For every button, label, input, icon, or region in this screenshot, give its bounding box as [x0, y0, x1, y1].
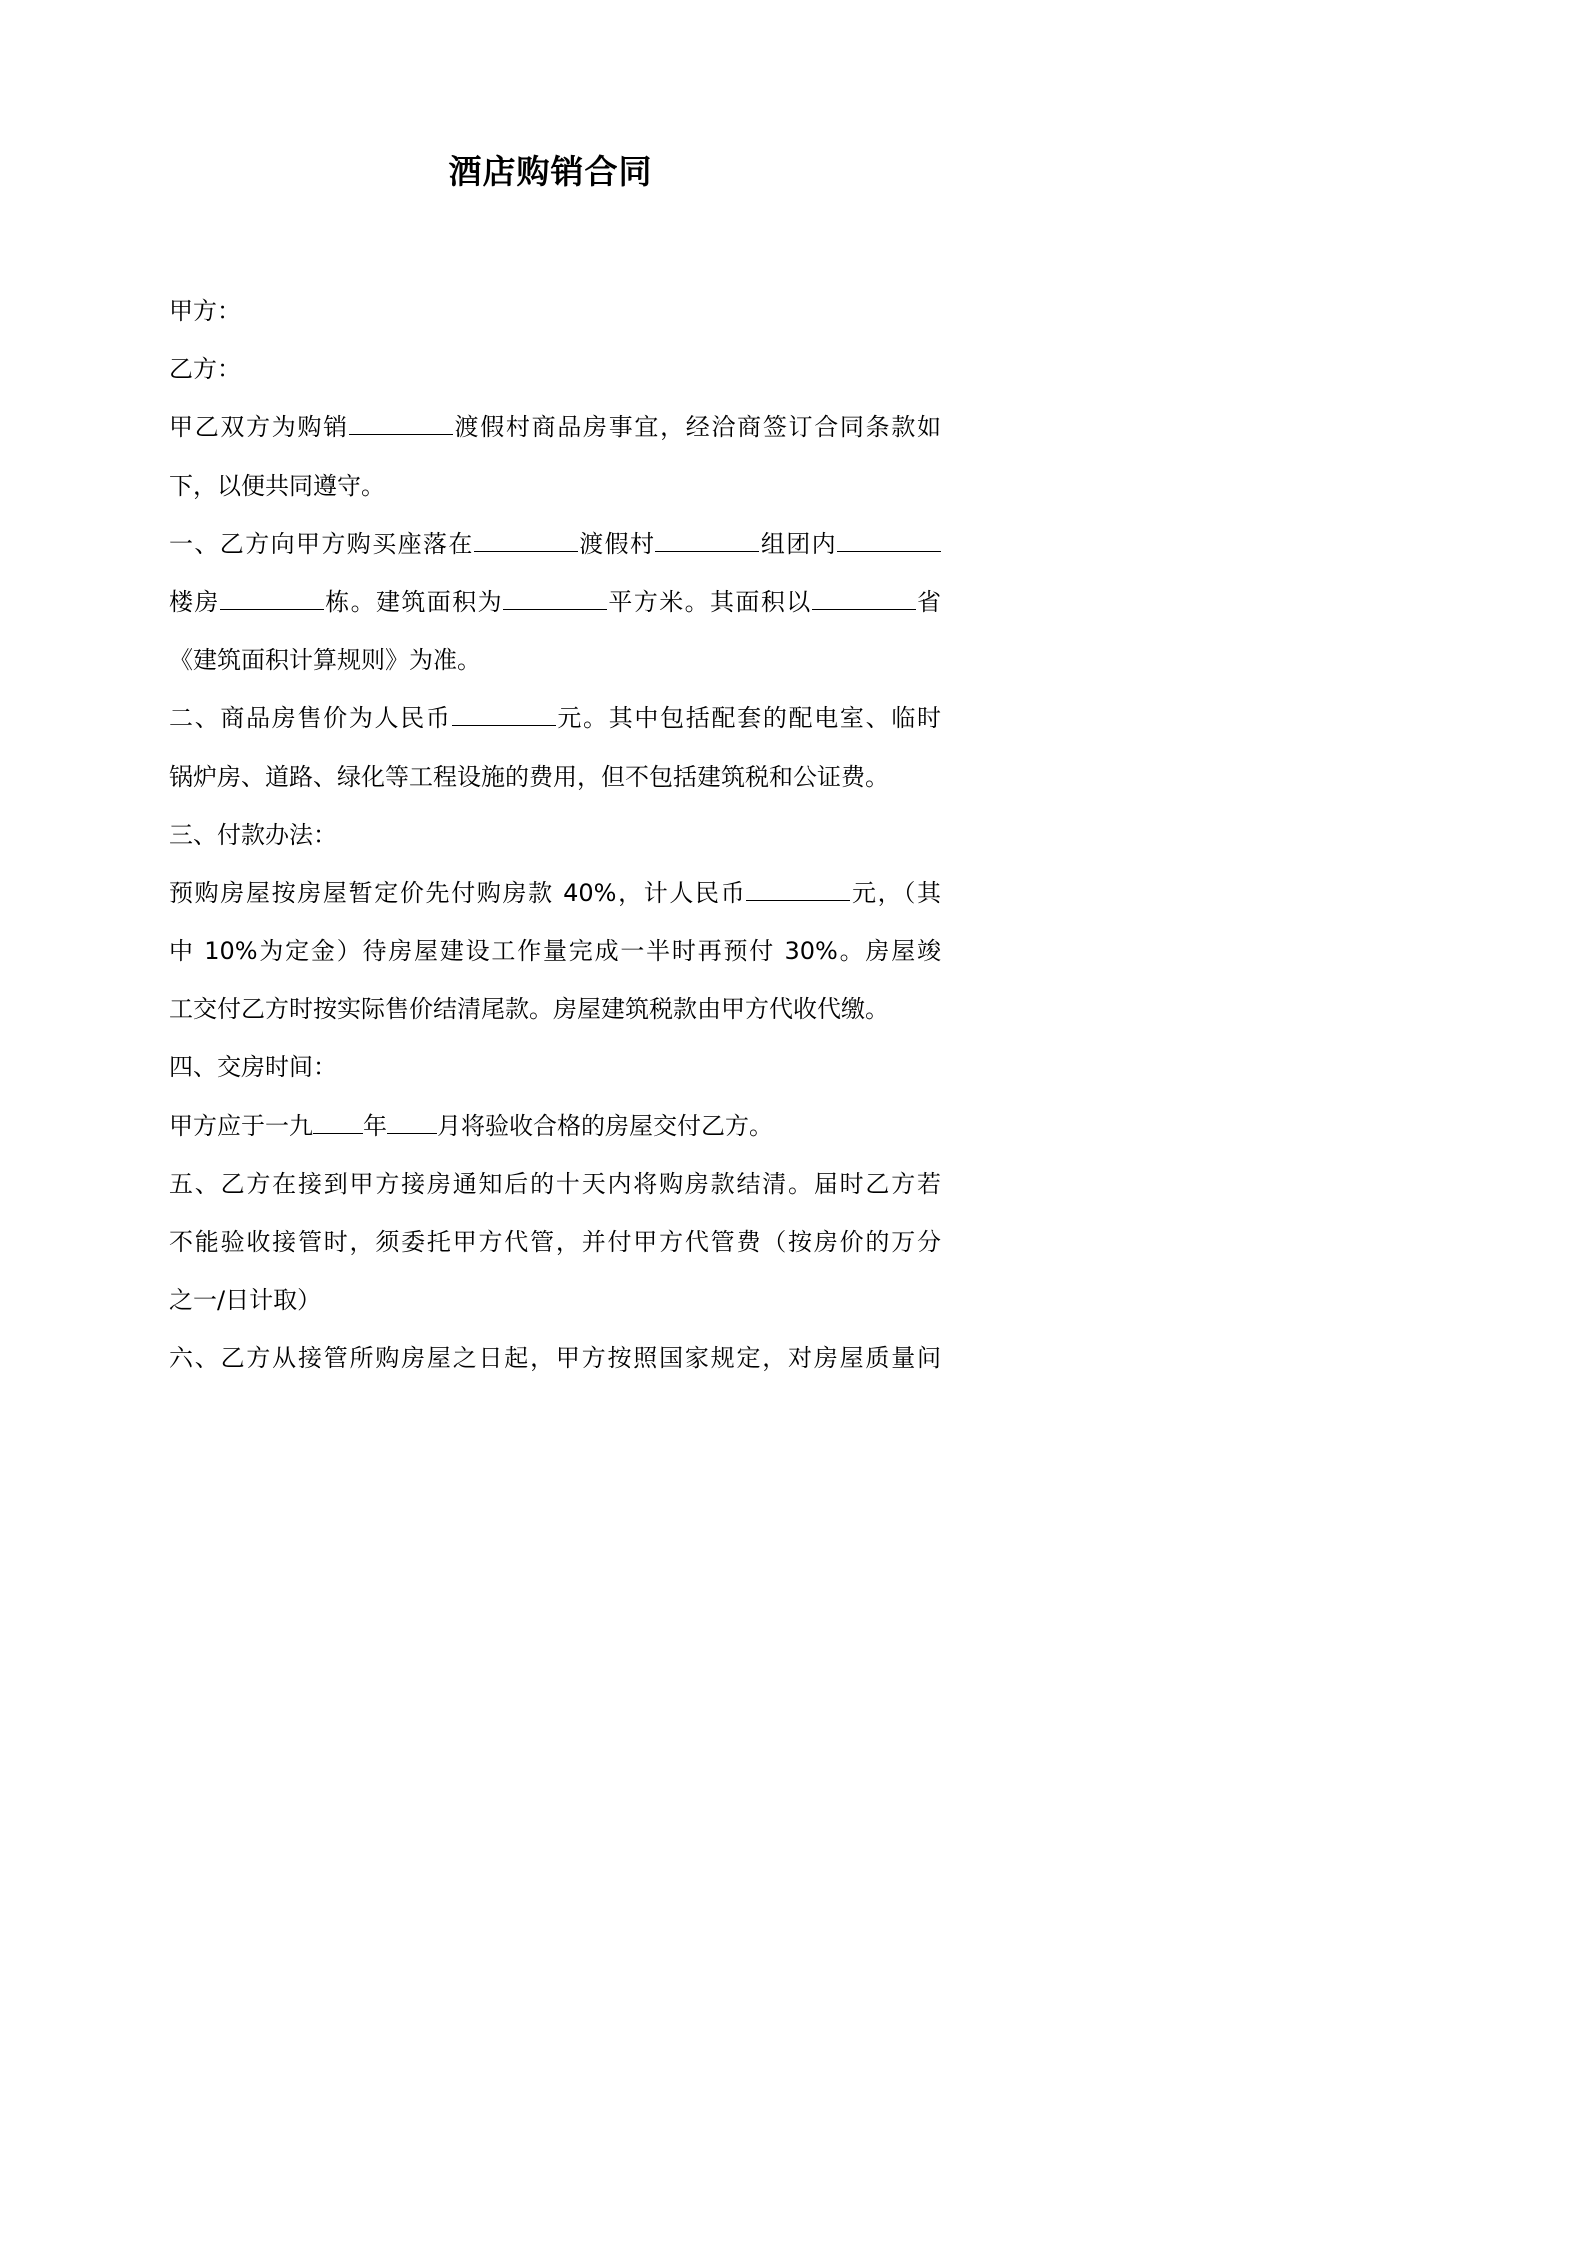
clause6-line-1: 六、乙方从接管所购房屋之日起，甲方按照国家规定，对房屋质量问 — [169, 1344, 941, 1373]
party-b-line: 乙方： — [169, 355, 241, 384]
clause1-line-2: 楼房 栋。建筑面积为 平方米。其面积以 省 — [169, 573, 941, 631]
clause2-line-2: 锅炉房、道路、绿化等工程设施的费用，但不包括建筑税和公证费。 — [169, 762, 889, 791]
blank-building — [837, 525, 941, 552]
document-title: 酒店购销合同 — [448, 152, 653, 191]
party-a-line: 甲方： — [169, 297, 241, 325]
clause3-line-1: 预购房屋按房屋暂定价先付购房款 40%，计人民币 元，（其 — [169, 864, 941, 922]
clause3-line-3: 工交付乙方时按实际售价结清尾款。房屋建筑税款由甲方代收代缴。 — [169, 995, 889, 1024]
intro-line-1: 甲乙双方为购销 渡假村商品房事宜，经洽商签订合同条款如 — [169, 398, 941, 456]
clause4-heading: 四、交房时间： — [169, 1053, 337, 1082]
blank-price — [452, 699, 556, 726]
blank-province — [812, 583, 916, 610]
document-page — [0, 0, 1101, 1559]
blank-month — [387, 1107, 437, 1134]
blank-group — [655, 525, 759, 552]
blank-area — [503, 583, 607, 610]
clause3-heading: 三、付款办法： — [169, 820, 337, 849]
clause4-line-1: 甲方应于一九 年 月将验收合格的房屋交付乙方。 — [169, 1097, 941, 1155]
blank-year — [313, 1107, 363, 1134]
clause2-line-1: 二、商品房售价为人民币 元。其中包括配套的配电室、临时 — [169, 689, 941, 747]
clause5-line-2: 不能验收接管时，须委托甲方代管，并付甲方代管费（按房价的万分 — [169, 1228, 941, 1256]
clause1-line-3: 《建筑面积计算规则》为准。 — [169, 646, 481, 675]
clause5-line-1: 五、乙方在接到甲方接房通知后的十天内将购房款结清。届时乙方若 — [169, 1169, 941, 1198]
blank-block-count — [220, 583, 324, 610]
intro-line-2: 下，以便共同遵守。 — [169, 471, 385, 500]
blank-resort-name — [349, 408, 453, 435]
clause3-line-2: 中 10%为定金）待房屋建设工作量完成一半时再预付 30%。房屋竣 — [169, 937, 941, 966]
clause1-line-1: 一、乙方向甲方购买座落在 渡假村 组团内 — [169, 515, 941, 573]
clause5-line-3: 之一/日计取） — [169, 1286, 322, 1315]
blank-location — [474, 525, 578, 552]
blank-deposit-amount — [746, 874, 850, 901]
document-body — [169, 282, 941, 1388]
